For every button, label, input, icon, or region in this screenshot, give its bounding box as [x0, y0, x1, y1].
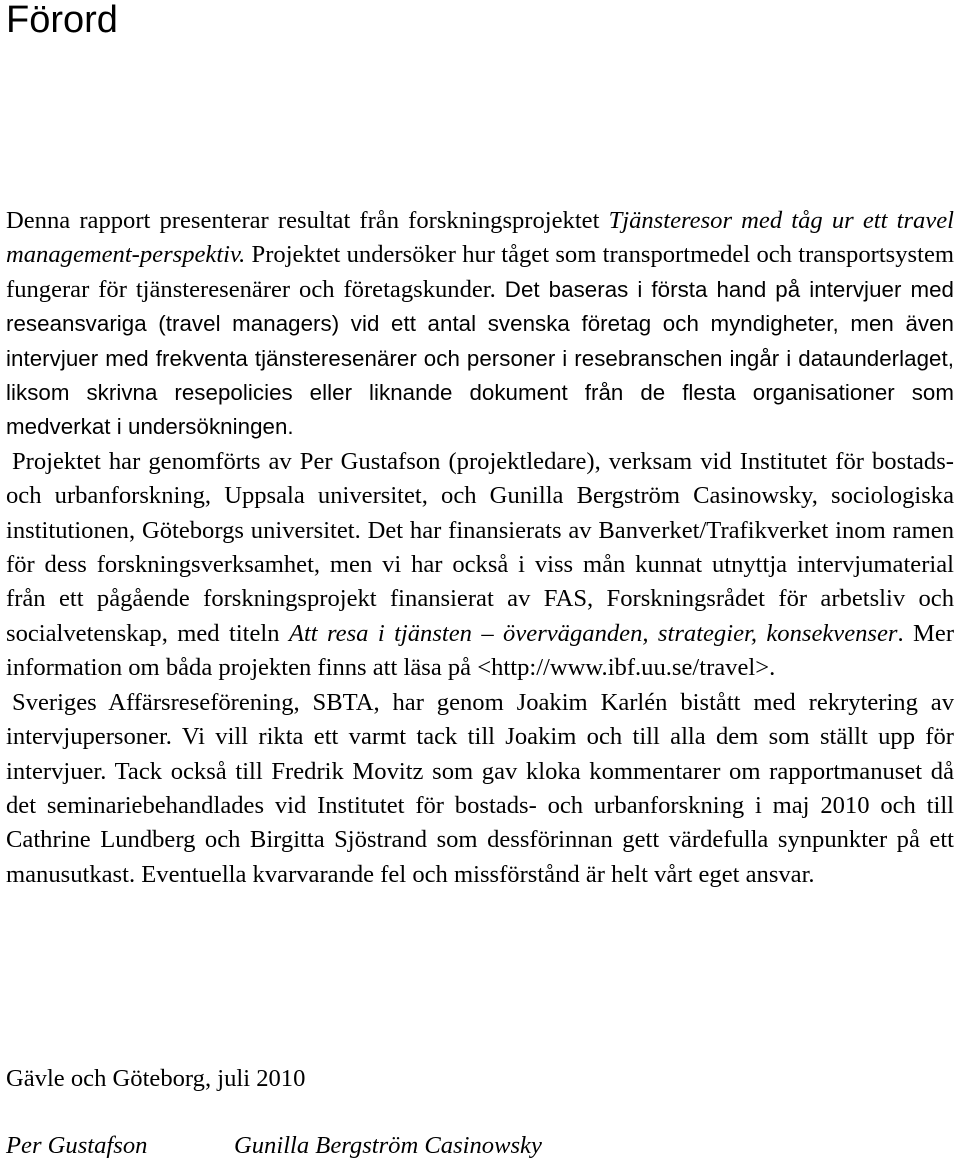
paragraph-1	[6, 204, 954, 445]
signature-per-gustafson: Per Gustafson	[6, 1132, 148, 1159]
paragraph-1-intro: Denna rapport presenterar resultat från forskningsprojektet	[6, 207, 609, 234]
place-date: Gävle och Göteborg, juli 2010	[6, 1065, 306, 1092]
study-title: Att resa i tjänsten – överväganden, strategier, konsekvenser	[288, 619, 898, 647]
foreword-body	[6, 204, 954, 892]
project-title: Tjänsteresor med tåg ur ett travel management-perspektiv.	[6, 207, 954, 269]
paragraph-2-text: Projektet har genomförts av Per Gustafson (projektledare), verksam vid Institutet för bostads- och urbanforskning, Uppsala universitet, och Gunilla Bergström Casinowsky, sociologiska institutionen, Göteborgs universitet. Det har finansierats av Banverket/Trafikverket inom ramen för dess forskningsverksamhet, men vi har också i viss mån kunnat utnyttja intervjumaterial från ett pågående forskningsprojekt finansierat av FAS, Forskningsrådet för arbetsliv och socialvetenskap, med titeln	[6, 447, 954, 647]
signature-gunilla-bergstrom-casinowsky: Gunilla Bergström Casinowsky	[234, 1132, 542, 1159]
page-title: Förord	[6, 0, 118, 41]
paragraph-1-sentence-2: Projektet undersöker hur tåget som transportmedel och transportsystem fungerar för tjänsteresenärer och företagskunder.	[6, 241, 954, 303]
paragraph-2-text-end: . Mer information om båda projekten finns att läsa på <http://www.ibf.uu.se/travel>.	[6, 619, 955, 682]
paragraph-3	[6, 686, 954, 892]
signatures	[6, 1131, 542, 1161]
paragraph-3-text: Sveriges Affärsreseförening, SBTA, har genom Joakim Karlén bistått med rekrytering av intervjupersoner. Vi vill rikta ett varmt tack till Joakim och till alla dem som ställt upp för intervjuer. Tack också till Fredrik Movitz som gav kloka kommentarer om rapportmanuset då det seminariebehandlades vid Institutet för bostads- och urbanforskning i maj 2010 och till Cathrine Lundberg och Birgitta Sjöstrand som dessförinnan gett värdefulla synpunkter på ett manusutkast. Eventuella kvarvarande fel och missförstånd är helt vårt eget ansvar.	[6, 688, 954, 888]
paragraph-2	[6, 445, 954, 686]
paragraph-1-sentence-3: Det baseras i första hand på intervjuer med reseansvariga (travel managers) vid ett antal svenska företag och myndigheter, men även intervjuer med frekventa tjänsteresenärer och personer i resebranschen ingår i dataunderlaget, liksom skrivna resepolicies eller liknande dokument från de flesta organisationer som medverkat i undersökningen.	[6, 276, 954, 440]
